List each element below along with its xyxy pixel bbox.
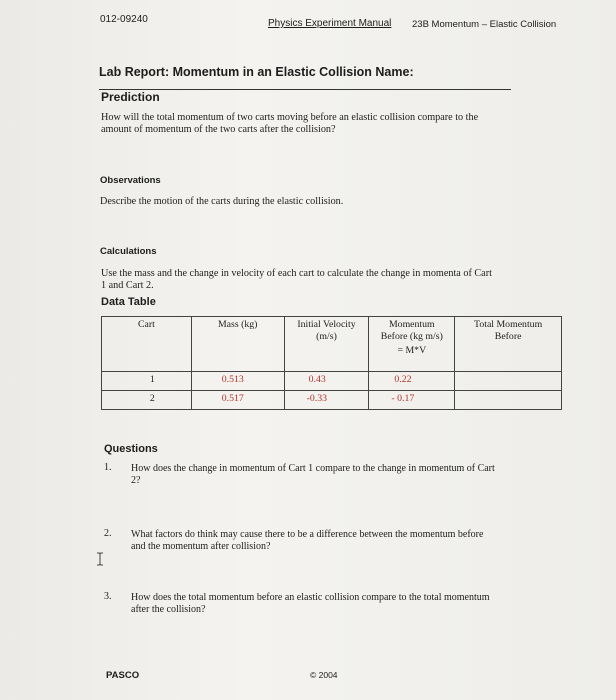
question-1: How does the change in momentum of Cart 1 compare to the change in momentum of Cart 2? [131, 463, 495, 486]
header-cart: Cart [102, 317, 192, 372]
prediction-line-1: How will the total momentum of two carts moving before an elastic collision compare to the [101, 112, 479, 123]
footer-copyright: © 2004 [310, 670, 338, 680]
cell-cart: 1 [102, 372, 192, 391]
page-title: Lab Report: Momentum in an Elastic Collision Name: [99, 65, 414, 79]
data-table [101, 316, 562, 410]
cell-total[interactable] [455, 391, 562, 410]
question-number: 2. [104, 528, 112, 539]
calculations-line-1: Use the mass and the change in velocity of each cart to calculate the change in momenta of Cart [101, 268, 492, 279]
header-mass: Mass (kg) [191, 317, 284, 372]
observations-heading: Observations [100, 175, 161, 186]
cell-velocity[interactable]: 0.43 [284, 372, 369, 391]
table-row [102, 372, 562, 391]
prediction-text [101, 112, 478, 136]
footer-brand: PASCO [106, 670, 140, 681]
calculations-text [101, 268, 492, 292]
cell-momentum[interactable]: - 0.17 [369, 391, 455, 410]
table-header-row [102, 317, 562, 372]
manual-title: Physics Experiment Manual [268, 18, 392, 29]
calculations-line-2: 1 and Cart 2. [101, 280, 154, 291]
question-2: What factors do think may cause there to be a difference between the momentum before and the momentum after collision? [131, 529, 484, 552]
header-momentum: Momentum Before (kg m/s) = M*V [369, 317, 455, 372]
cell-mass[interactable]: 0.517 [191, 391, 284, 410]
calculations-heading: Calculations [100, 246, 157, 257]
text-cursor-icon [96, 552, 104, 571]
observations-text: Describe the motion of the carts during the elastic collision. [100, 196, 344, 207]
cell-momentum[interactable]: 0.22 [369, 372, 455, 391]
prediction-heading: Prediction [101, 90, 160, 104]
header-velocity: Initial Velocity (m/s) [284, 317, 369, 372]
doc-id: 012-09240 [100, 14, 148, 25]
questions-heading: Questions [104, 443, 158, 455]
cell-mass[interactable]: 0.513 [191, 372, 284, 391]
cell-velocity[interactable]: -0.33 [284, 391, 369, 410]
cell-cart: 2 [102, 391, 192, 410]
data-table-heading: Data Table [101, 296, 156, 308]
table-row [102, 391, 562, 410]
question-number: 3. [104, 591, 112, 602]
cell-total[interactable] [455, 372, 562, 391]
header-total: Total Momentum Before [455, 317, 562, 372]
prediction-line-2: amount of momentum of the two carts after the collision? [101, 124, 336, 135]
section-title: 23B Momentum – Elastic Collision [412, 19, 557, 30]
question-3: How does the total momentum before an elastic collision compare to the total momentum after the collision? [131, 592, 490, 615]
question-number: 1. [104, 462, 112, 473]
title-divider [99, 89, 511, 90]
